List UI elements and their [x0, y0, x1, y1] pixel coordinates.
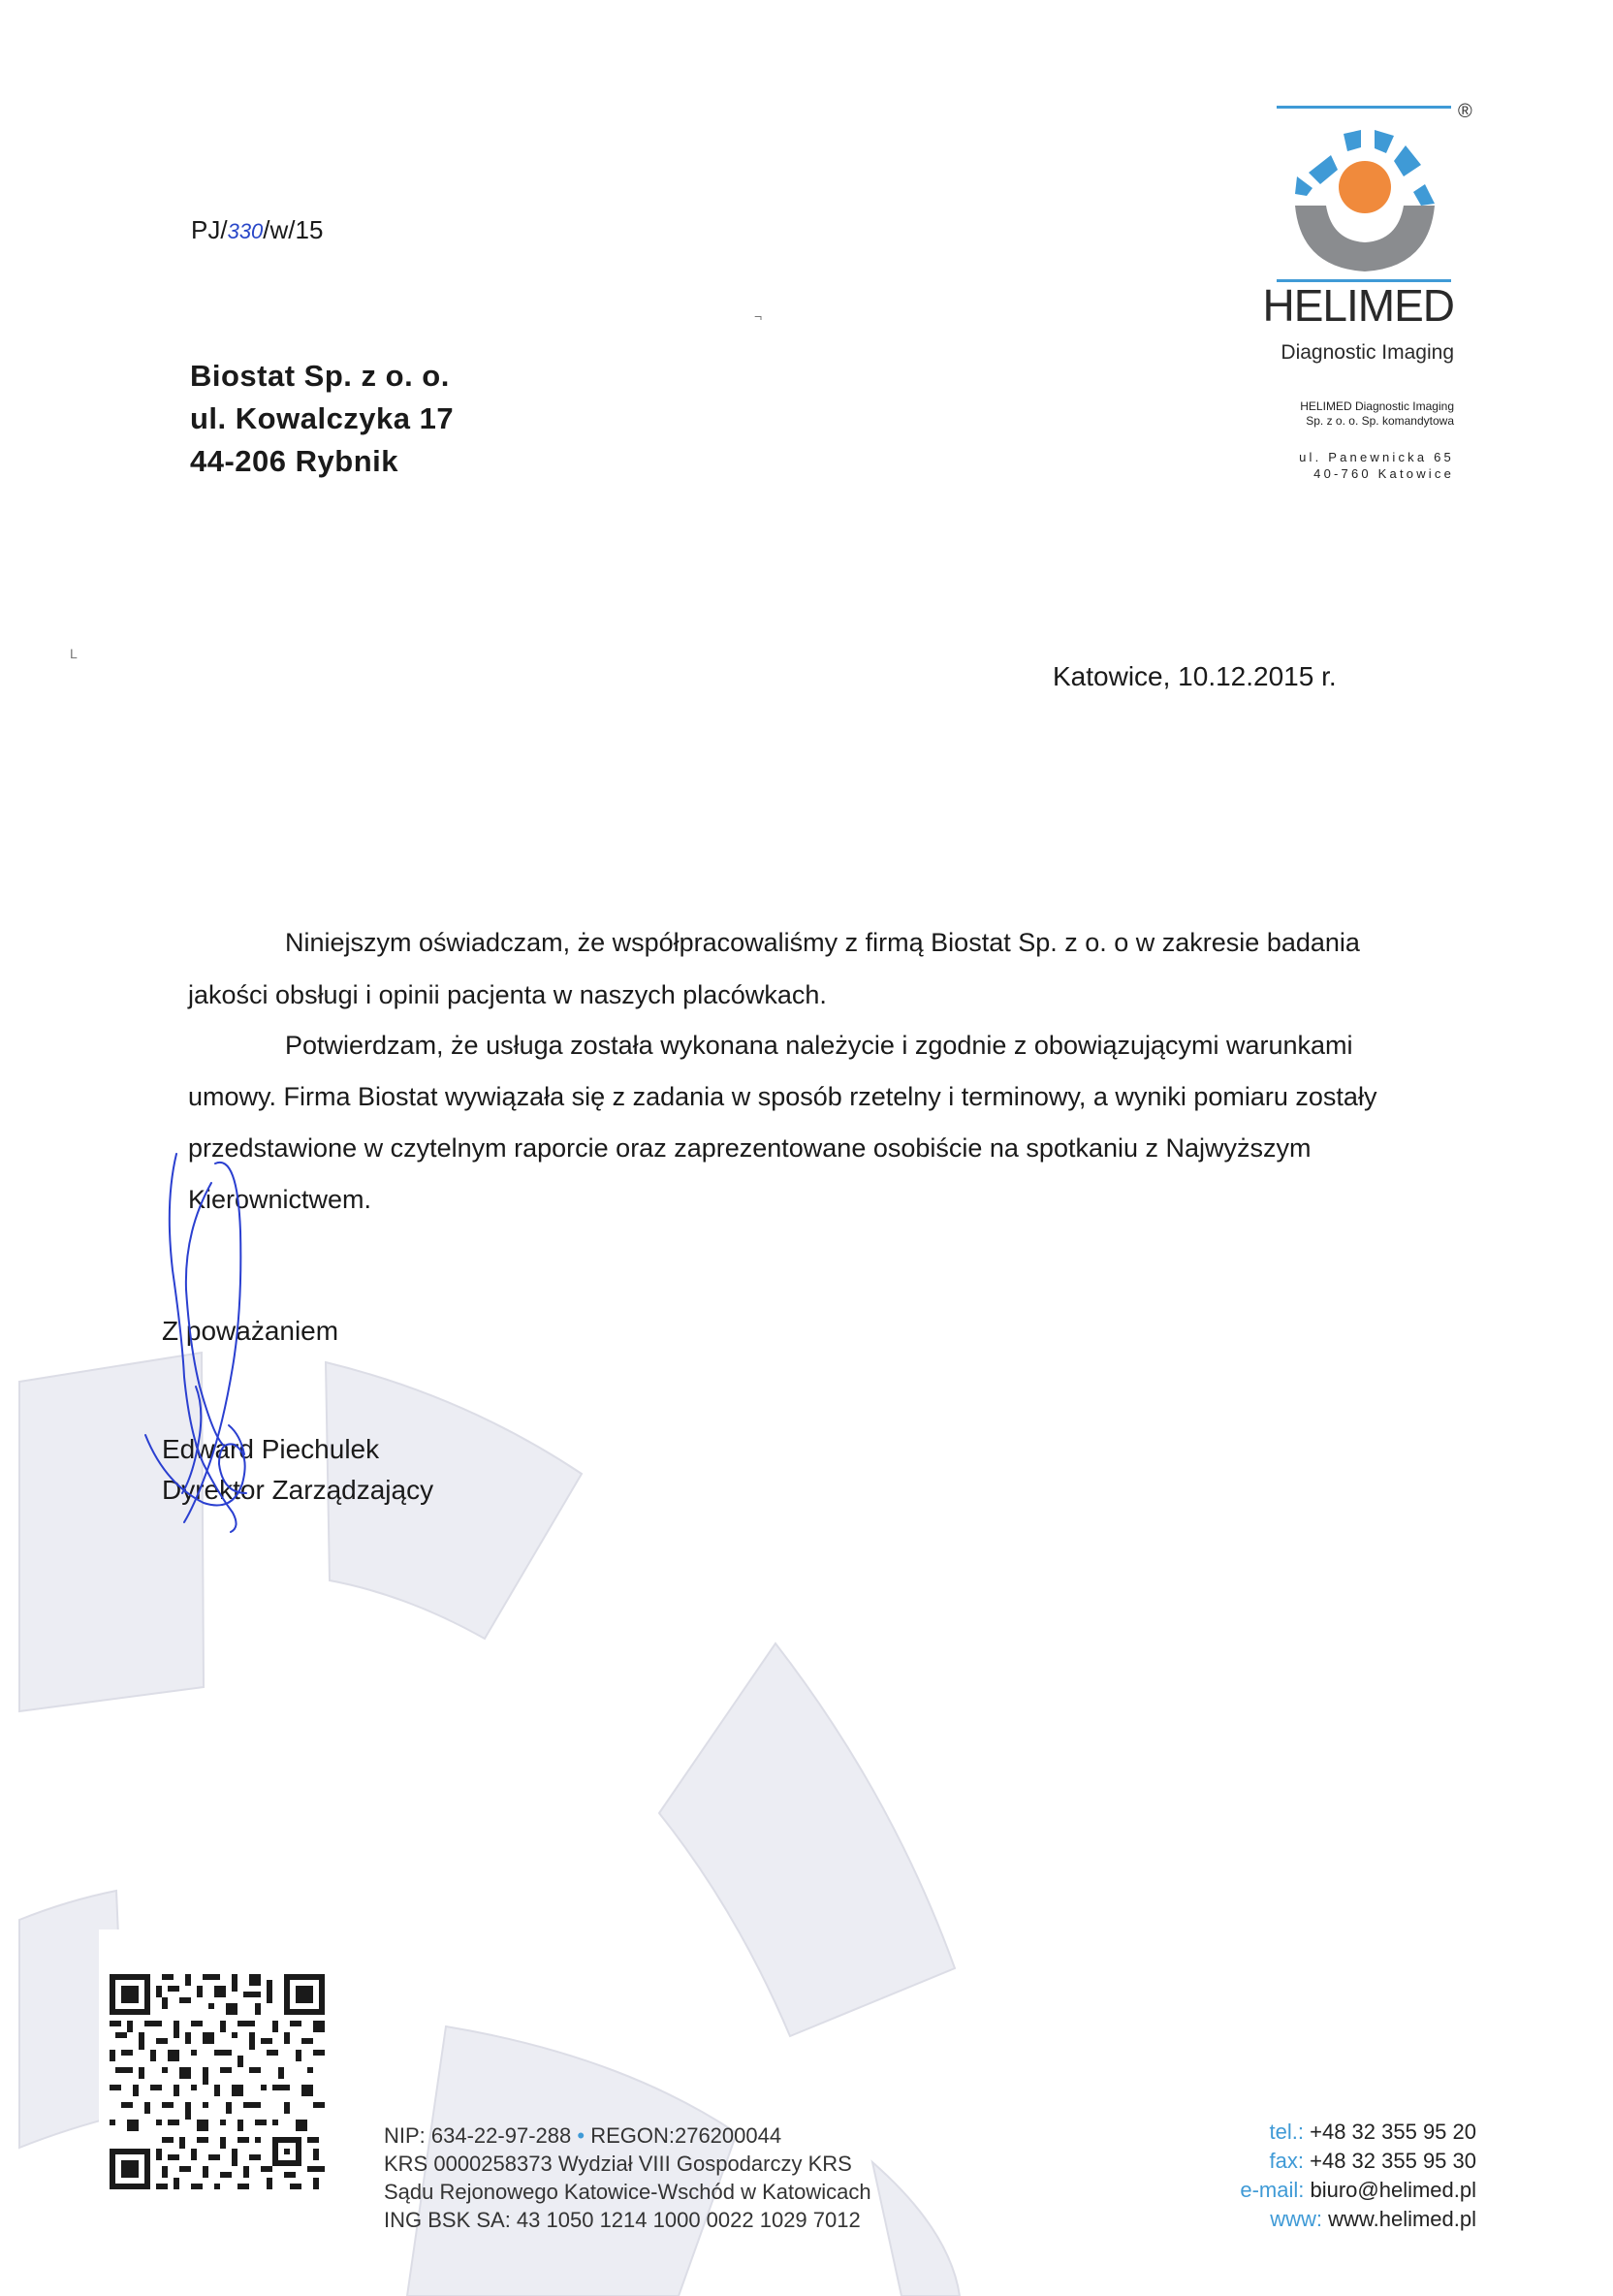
- paragraph-line: Niniejszym oświadczam, że współpracowaliśmy z firmą Biostat Sp. z o. o w zakresie badania: [285, 928, 1360, 957]
- closing-phrase: Z poważaniem: [162, 1316, 339, 1346]
- logo-blue-segment: [1413, 184, 1435, 206]
- company-address-line: ul. Panewnicka 65: [1299, 450, 1454, 464]
- reference-handwritten: 330: [227, 219, 264, 243]
- company-name-line: Sp. z o. o. Sp. komandytowa: [1306, 414, 1454, 428]
- footer-fax: [1124, 2149, 1476, 2174]
- logo-gray-arc: [1295, 206, 1435, 271]
- footer-nip: NIP: 634-22-97-288: [384, 2123, 572, 2148]
- footer-tax-ids: [384, 2123, 781, 2149]
- footer-krs: KRS 0000258373 Wydział VIII Gospodarczy KRS: [384, 2152, 852, 2176]
- recipient-name: Biostat Sp. z o. o.: [190, 359, 450, 393]
- footer-bank: ING BSK SA: 43 1050 1214 1000 0022 1029 7012: [384, 2208, 861, 2232]
- window-corner-mark: L: [70, 646, 78, 661]
- signer-title: Dyrektor Zarządzający: [162, 1475, 434, 1505]
- footer-www: [1124, 2207, 1476, 2232]
- logo-top-rule: [1277, 106, 1451, 109]
- footer-tel-label: tel.:: [1269, 2120, 1304, 2144]
- logo-blue-segment: [1394, 145, 1421, 176]
- qr-code-icon: [110, 1949, 325, 2215]
- logo-orange-dot: [1339, 161, 1391, 213]
- paragraph-line: Kierownictwem.: [188, 1185, 372, 1214]
- footer-email-label: e-mail:: [1240, 2178, 1305, 2202]
- handwritten-signature: [126, 1144, 320, 1551]
- reference-prefix: PJ/: [191, 215, 228, 244]
- window-corner-mark: ¬: [754, 308, 763, 324]
- brand-name: HELIMED: [1262, 280, 1454, 331]
- paragraph-line: Potwierdzam, że usługa została wykonana należycie i zgodnie z obowiązującymi warunkami: [285, 1031, 1353, 1060]
- company-address: [1212, 449, 1454, 482]
- footer-tel: [1124, 2120, 1476, 2145]
- place-date: Katowice, 10.12.2015 r.: [1053, 661, 1337, 691]
- footer-regon: REGON:276200044: [590, 2123, 782, 2148]
- recipient-city: 44-206 Rybnik: [190, 444, 398, 478]
- reference-suffix: /w/15: [263, 215, 324, 244]
- footer-www-value[interactable]: www.helimed.pl: [1328, 2207, 1476, 2231]
- footer-www-label: www:: [1270, 2207, 1323, 2231]
- company-name: [1212, 399, 1454, 429]
- footer-fax-value: +48 32 355 95 30: [1310, 2149, 1476, 2173]
- footer-bullet: •: [577, 2123, 585, 2148]
- brand-subtitle: Diagnostic Imaging: [1281, 341, 1454, 364]
- footer-court: Sądu Rejonowego Katowice-Wschód w Katowicach: [384, 2180, 871, 2204]
- company-address-line: 40-760 Katowice: [1313, 466, 1454, 481]
- footer-email: [1124, 2178, 1476, 2203]
- footer-tel-value: +48 32 355 95 20: [1310, 2120, 1476, 2144]
- paragraph-line: przedstawione w czytelnym raporcie oraz zaprezentowane osobiście na spotkaniu z Najwyższym: [188, 1133, 1312, 1163]
- paragraph-line: umowy. Firma Biostat wywiązała się z zadania w sposób rzetelny i terminowy, a wyniki pomiaru zostały: [188, 1082, 1377, 1111]
- paragraph-line: jakości obsługi i opinii pacjenta w naszych placówkach.: [188, 980, 827, 1009]
- recipient-street: ul. Kowalczyka 17: [190, 401, 455, 435]
- footer-email-value[interactable]: biuro@helimed.pl: [1310, 2178, 1476, 2202]
- logo-blue-segment: [1375, 130, 1394, 153]
- signer-name: Edward Piechulek: [162, 1434, 380, 1464]
- logo-blue-segment: [1295, 176, 1313, 196]
- logo-blue-segment: [1309, 155, 1338, 184]
- company-name-line: HELIMED Diagnostic Imaging: [1300, 399, 1454, 413]
- registered-mark: ®: [1458, 101, 1472, 122]
- footer-fax-label: fax:: [1269, 2149, 1304, 2173]
- reference-number: [191, 215, 323, 245]
- logo-blue-segment: [1344, 130, 1361, 151]
- helimed-logo-icon: [1278, 116, 1452, 281]
